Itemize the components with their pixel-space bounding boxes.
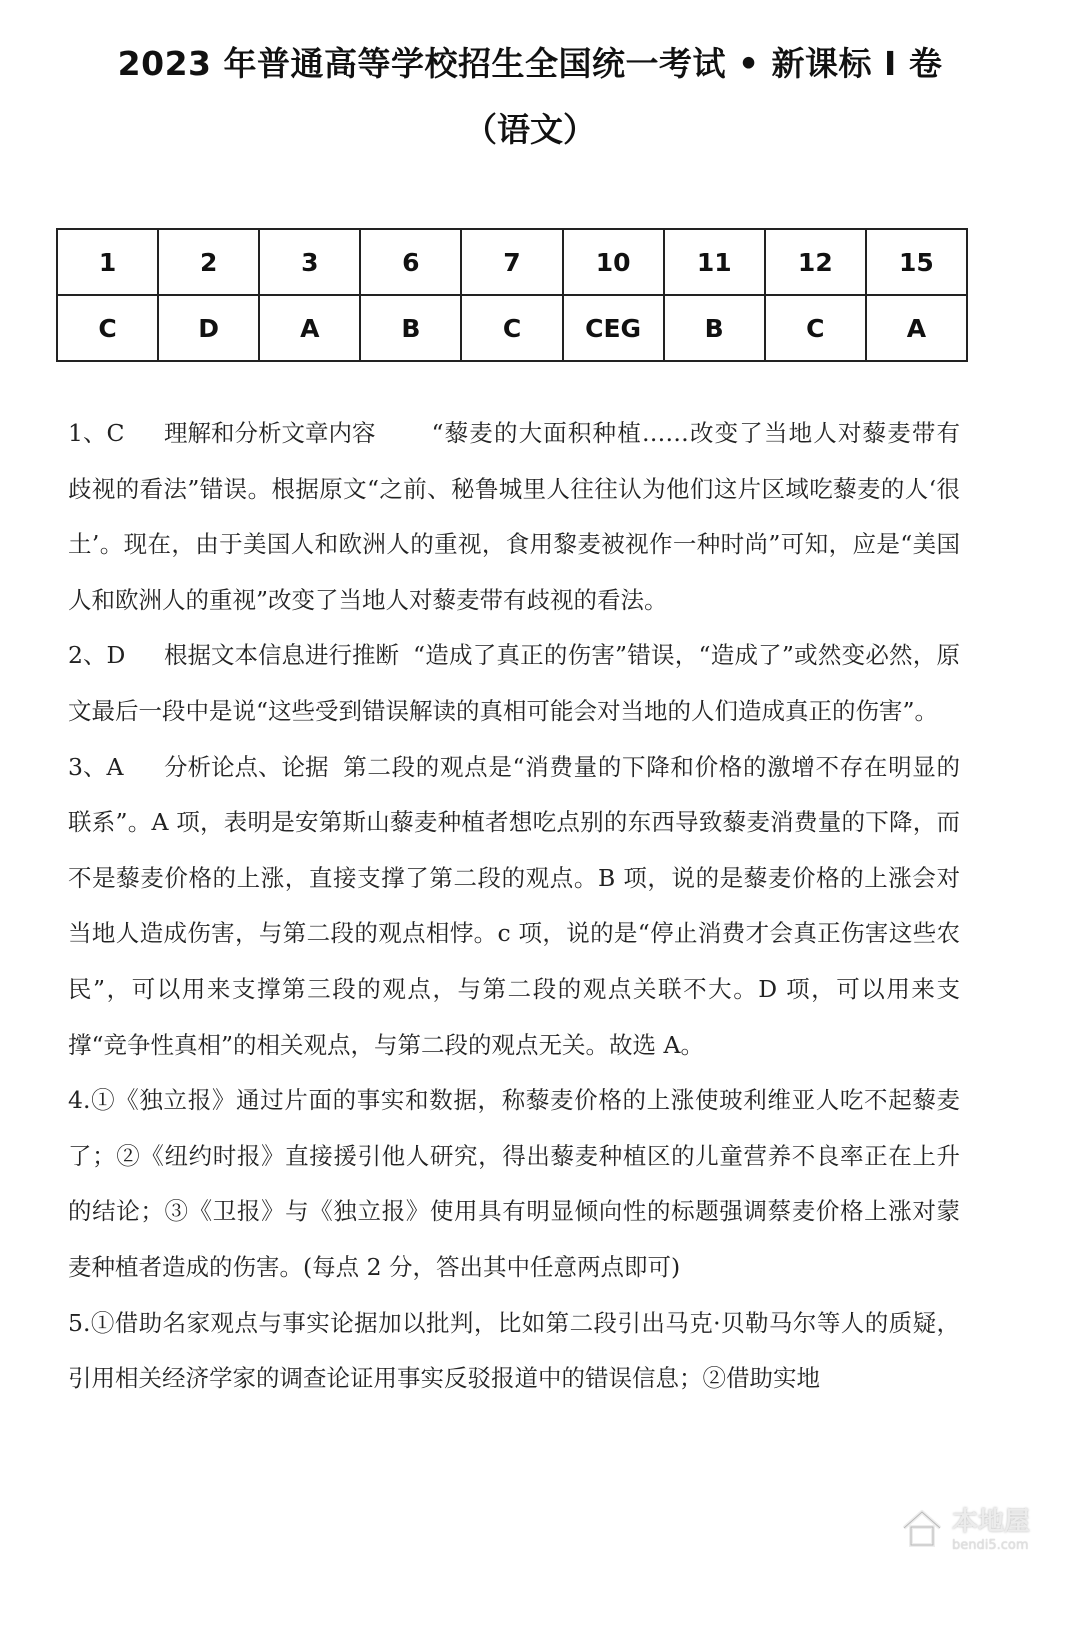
explanation-q4: 4.①《独立报》通过片面的事实和数据，称藜麦价格的上涨使玻利维亚人吃不起藜麦了；②《纽约时报》直接援引他人研究，得出藜麦种植区的儿童营养不良率正在上升的结论；③《卫报》与《独立报》使用具有明显倾向性的标题强调蔡麦价格上涨对蒙麦种植者造成的伤害。(每点 2 分，答出其中任意两点即可) — [68, 1086, 960, 1281]
site-watermark — [900, 1500, 1060, 1560]
answer-cell: A — [259, 295, 360, 361]
watermark-url: bendi5.com — [952, 1537, 1029, 1553]
explanation-text: “造成了真正的伤害”错误，“造成了”或然变必然，原文最后一段中是说“这些受到错误解读的真相可能会对当地的人们造成真正的伤害”。 — [68, 641, 960, 725]
page-subtitle: （语文） — [464, 110, 596, 149]
answer-cell: A — [866, 295, 967, 361]
question-number-cell: 7 — [461, 229, 562, 295]
explanation-tag: 3、A — [68, 752, 124, 781]
question-number-cell: 2 — [158, 229, 259, 295]
answer-cell: CEG — [563, 295, 664, 361]
answer-table-answer-row — [57, 295, 967, 361]
explanation-section — [68, 406, 960, 1407]
answer-cell: D — [158, 295, 259, 361]
explanation-tag: 1、C — [68, 419, 125, 447]
explanation-q5: 5.①借助名家观点与事实论据加以批判，比如第二段引出马克·贝勒马尔等人的质疑，引用相关经济学家的调查论证用事实反驳报道中的错误信息；②借助实地 — [68, 1308, 960, 1393]
answer-table — [56, 228, 968, 362]
question-number-cell: 15 — [866, 229, 967, 295]
answer-table-question-row — [57, 229, 967, 295]
explanation-tag: 2、D — [68, 641, 126, 670]
house-icon — [900, 1506, 944, 1554]
answer-cell: C — [57, 295, 158, 361]
explanation-q1 — [68, 406, 960, 628]
explanation-text: 第二段的观点是“消费量的下降和价格的激增不存在明显的联系”。A 项，表明是安第斯山藜麦种植者想吃点别的东西导致藜麦消费量的下降，而不是藜麦价格的上涨，直接支撑了第二段的观点。B 项，说的是藜麦价格的上涨会对当地人造成伤害，与第二段的观点相悖。c 项，说的是“停止消费才会真正伤害这些农民”，可以用来支撑第三段的观点，与第二段的观点关联不大。D 项，可以用来支撑“竞争性真相”的相关观点，与第二段的观点无关。故选 A。 — [68, 752, 960, 1059]
question-number-cell: 12 — [765, 229, 866, 295]
question-number-cell: 3 — [259, 229, 360, 295]
question-number-cell: 11 — [664, 229, 765, 295]
explanation-topic: 根据文本信息进行推断 — [164, 641, 399, 670]
answer-cell: B — [664, 295, 765, 361]
question-number-cell: 10 — [563, 229, 664, 295]
question-number-cell: 1 — [57, 229, 158, 295]
explanation-topic: 理解和分析文章内容 — [164, 419, 376, 447]
watermark-text: 本地屋 — [952, 1506, 1031, 1537]
answer-cell: C — [765, 295, 866, 361]
explanation-text: “藜麦的大面积种植……改变了当地人对藜麦带有歧视的看法”错误。根据原文“之前、秘鲁城里人往往认为他们这片区域吃藜麦的人‘很土’。现在，由于美国人和欧洲人的重视，食用黎麦被视作一种时尚”可知，应是“美国人和欧洲人的重视”改变了当地人对藜麦带有歧视的看法。 — [68, 419, 960, 614]
question-number-cell: 6 — [360, 229, 461, 295]
explanation-q2 — [68, 628, 960, 739]
answer-cell: C — [461, 295, 562, 361]
answer-cell: B — [360, 295, 461, 361]
page-title: 2023 年普通高等学校招生全国统一考试 • 新课标 I 卷 — [117, 44, 943, 83]
explanation-q3 — [68, 740, 960, 1074]
explanation-topic: 分析论点、论据 — [164, 752, 329, 781]
